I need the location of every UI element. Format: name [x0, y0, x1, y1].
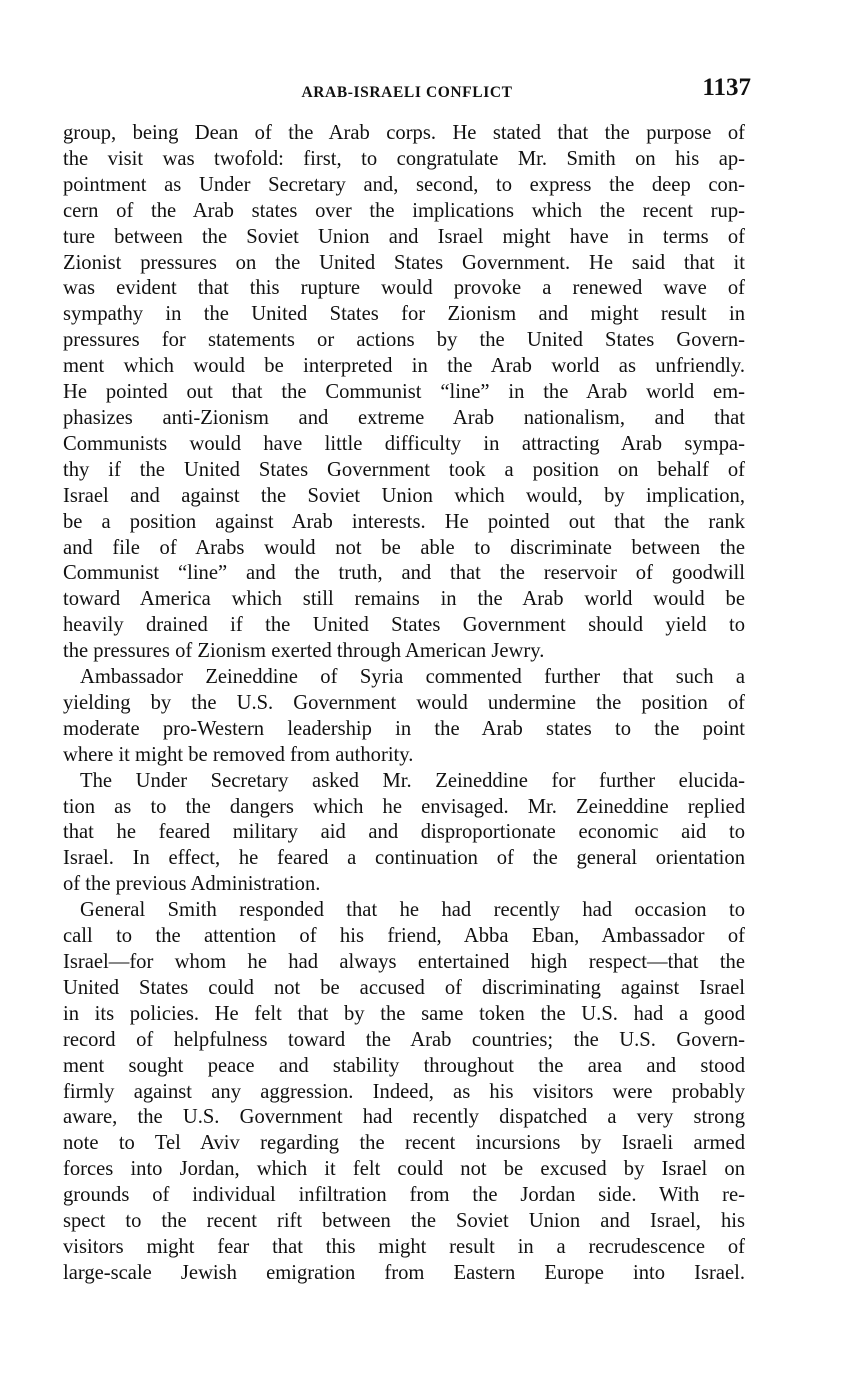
running-head — [63, 74, 751, 108]
body-text — [63, 121, 745, 1287]
text-line: call to the attention of his friend, Abba Eban, Ambassador of — [63, 925, 745, 948]
text-line: Israel and against the Soviet Union which would, by implication, — [63, 484, 745, 507]
text-line: General Smith responded that he had recently had occasion to — [80, 899, 745, 922]
text-line: visitors might fear that this might result in a recrudescence of — [63, 1235, 745, 1258]
text-line: Communist “line” and the truth, and that the reservoir of goodwill — [63, 562, 745, 585]
text-line: toward America which still remains in the Arab world would be — [63, 588, 745, 611]
text-line: He pointed out that the Communist “line” in the Arab world em- — [63, 381, 745, 404]
page-number: 1137 — [702, 74, 751, 101]
text-line: Israel—for whom he had always entertained high respect—that the — [63, 951, 745, 973]
text-line: pointment as Under Secretary and, second, to express the deep con- — [63, 173, 745, 196]
text-line: firmly against any aggression. Indeed, as his visitors were probably — [63, 1080, 745, 1103]
text-line: of the previous Administration. — [63, 873, 321, 896]
text-line: spect to the recent rift between the Soviet Union and Israel, his — [63, 1210, 745, 1233]
text-line: record of helpfulness toward the Arab countries; the U.S. Govern- — [63, 1028, 745, 1051]
text-line: phasizes anti-Zionism and extreme Arab nationalism, and that — [63, 406, 745, 429]
text-line: Israel. In effect, he feared a continuation of the general orientation — [63, 847, 745, 870]
text-line: The Under Secretary asked Mr. Zeineddine for further elucida- — [80, 769, 745, 792]
text-line: sympathy in the United States for Zionism and might result in — [63, 303, 745, 326]
text-line: ment which would be interpreted in the Arab world as unfriendly. — [63, 355, 745, 378]
text-line: moderate pro-Western leadership in the Arab states to the point — [63, 717, 745, 740]
text-line: aware, the U.S. Government had recently dispatched a very strong — [63, 1106, 745, 1129]
text-line: Ambassador Zeineddine of Syria commented further that such a — [80, 666, 745, 689]
text-line: United States could not be accused of discriminating against Israel — [63, 976, 745, 999]
text-line: group, being Dean of the Arab corps. He stated that the purpose of — [63, 122, 745, 144]
text-line: thy if the United States Government took a position on behalf of — [63, 458, 745, 481]
text-line: be a position against Arab interests. He pointed out that the rank — [63, 510, 745, 533]
text-line: pressures for statements or actions by the United States Govern- — [63, 329, 745, 352]
text-line: ment sought peace and stability throughout the area and stood — [63, 1054, 745, 1077]
text-line: yielding by the U.S. Government would undermine the position of — [63, 691, 745, 714]
text-line: was evident that this rupture would provoke a renewed wave of — [63, 277, 745, 300]
text-line: note to Tel Aviv regarding the recent incursions by Israeli armed — [63, 1132, 745, 1155]
text-line: large-scale Jewish emigration from Eastern Europe into Israel. — [63, 1261, 745, 1284]
text-line: and file of Arabs would not be able to discriminate between the — [63, 536, 745, 559]
text-line: cern of the Arab states over the implications which the recent rup- — [63, 199, 745, 222]
text-line: Zionist pressures on the United States Government. He said that it — [63, 251, 745, 274]
text-line: the visit was twofold: first, to congratulate Mr. Smith on his ap- — [63, 147, 745, 170]
text-line: ture between the Soviet Union and Israel might have in terms of — [63, 225, 745, 248]
text-line: the pressures of Zionism exerted through American Jewry. — [63, 640, 545, 663]
text-line: in its policies. He felt that by the same token the U.S. had a good — [63, 1002, 745, 1025]
text-line: Communists would have little difficulty in attracting Arab sympa- — [63, 432, 745, 455]
text-line: forces into Jordan, which it felt could not be excused by Israel on — [63, 1158, 745, 1181]
text-line: heavily drained if the United States Government should yield to — [63, 614, 745, 637]
text-line: grounds of individual infiltration from the Jordan side. With re- — [63, 1184, 745, 1207]
text-line: tion as to the dangers which he envisaged. Mr. Zeineddine replied — [63, 795, 745, 818]
running-title: ARAB-ISRAELI CONFLICT — [301, 84, 513, 101]
text-line: where it might be removed from authority. — [63, 743, 414, 766]
text-line: that he feared military aid and disproportionate economic aid to — [63, 821, 745, 844]
